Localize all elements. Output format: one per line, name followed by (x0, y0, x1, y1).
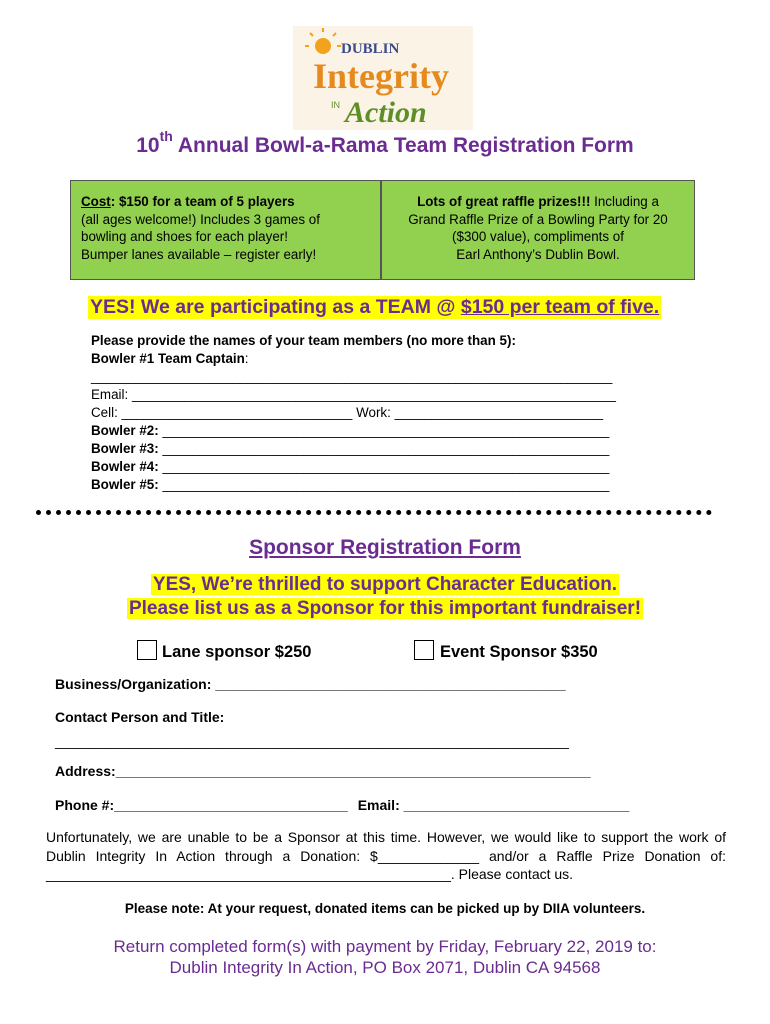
captain-label-line (91, 351, 249, 366)
address-label: Address: (55, 763, 116, 779)
cost-line (81, 193, 370, 211)
email-blank[interactable]: _________________________________________________________________ (131, 387, 617, 402)
title-text: Annual Bowl-a-Rama Team Registration Form (177, 134, 634, 157)
captain-email-field[interactable] (91, 387, 616, 402)
captain-phone-fields (91, 405, 603, 420)
bowler-label: Bowler #3: (91, 441, 159, 456)
bowler-row[interactable] (91, 441, 609, 456)
title-suffix: th (159, 128, 173, 144)
cell-field[interactable]: _______________________________ (121, 405, 353, 420)
raffle-headline-bold: Lots of great raffle prizes!!! (417, 194, 591, 209)
donation-paragraph: Unfortunately, we are unable to be a Sponsor at this time. However, we would like to support the work of Dublin Integrity In Action through a Donation: $_____________ and/or a Raffle Prize Donation of: ____________________________________________________. Please contact us. (46, 829, 726, 882)
address-field[interactable]: _____________________________________________________________ (115, 763, 591, 779)
team-banner-prefix: YES! We are participating as a TEAM @ (90, 296, 461, 318)
pickup-note: Please note: At your request, donated items can be picked up by DIIA volunteers. (124, 901, 646, 916)
lane-sponsor-label: Lane sponsor $250 (162, 643, 312, 661)
sponsor-title: Sponsor Registration Form (249, 536, 521, 559)
dotted-separator (36, 510, 712, 515)
bowler-field[interactable]: ____________________________________________________________ (158, 459, 610, 474)
raffle-detail-line: Earl Anthony’s Dublin Bowl. (456, 246, 620, 262)
business-field[interactable]: _____________________________________________ (215, 676, 566, 692)
work-label: Work: (352, 405, 395, 420)
event-sponsor-label: Event Sponsor $350 (440, 643, 598, 661)
page-title (0, 128, 770, 158)
raffle-detail-line: ($300 value), compliments of (452, 229, 624, 244)
return-line2: Dublin Integrity In Action, PO Box 2071, Dublin CA 94568 (169, 958, 601, 977)
sponsor-yes-line1: YES, We’re thrilled to support Character Education. (152, 574, 618, 595)
bowler-label: Bowler #5: (91, 477, 159, 492)
lane-sponsor-checkbox[interactable] (137, 640, 157, 660)
raffle-headline-tail: Including a (590, 194, 659, 209)
bowler-label: Bowler #2: (91, 423, 159, 438)
contact-field[interactable]: __________________________________________________________________ (55, 733, 569, 749)
email-label: Email: (91, 387, 132, 402)
return-line1: Return completed form(s) with payment by Friday, February 22, 2019 to: (113, 937, 657, 956)
bowler-field[interactable]: ____________________________________________________________ (158, 423, 610, 438)
bowler-row[interactable] (91, 459, 609, 474)
sponsor-email-field[interactable]: _____________________________ (403, 797, 630, 813)
logo-dublin-text: DUBLIN (341, 41, 400, 57)
bowler-field[interactable]: ____________________________________________________________ (158, 441, 610, 456)
return-instructions (0, 936, 770, 978)
business-label: Business/Organization: (55, 676, 216, 692)
logo-in-text: IN (331, 100, 340, 110)
cell-label: Cell: (91, 405, 122, 420)
address-row (55, 763, 591, 779)
sponsor-yes-banner (0, 573, 770, 621)
team-participation-banner (88, 296, 661, 319)
business-row (55, 676, 566, 692)
raffle-detail-line: Grand Raffle Prize of a Bowling Party for 20 (408, 211, 668, 227)
captain-name-field[interactable]: ______________________________________________________________________ (91, 369, 613, 384)
cost-detail-line: Bumper lanes available – register early! (81, 246, 317, 262)
captain-label: Bowler #1 Team Captain (91, 351, 245, 366)
bowler-field[interactable]: ____________________________________________________________ (158, 477, 610, 492)
phone-label: Phone #: (55, 797, 115, 813)
bowler-row[interactable] (91, 477, 609, 492)
team-instructions: Please provide the names of your team members (no more than 5): (91, 333, 516, 348)
phone-field[interactable]: ______________________________ (114, 797, 348, 813)
raffle-info-box (381, 180, 695, 280)
logo-integrity-text: Integrity (313, 56, 449, 96)
contact-label: Contact Person and Title: (55, 709, 225, 725)
bowler-label: Bowler #4: (91, 459, 159, 474)
bowler-row[interactable] (91, 423, 609, 438)
logo-action-text: Action (345, 96, 427, 129)
raffle-headline (388, 193, 688, 211)
sponsor-yes-line2: Please list us as a Sponsor for this important fundraiser! (128, 598, 642, 619)
cost-text: : $150 for a team of 5 players (110, 194, 295, 209)
cost-label: Cost (81, 194, 111, 209)
team-banner-price: $150 per team of five. (460, 296, 660, 318)
cost-info-box (70, 180, 381, 280)
cost-detail-line: (all ages welcome!) Includes 3 games of (81, 211, 320, 227)
event-sponsor-checkbox[interactable] (414, 640, 434, 660)
title-number: 10 (136, 134, 160, 157)
work-field[interactable]: ____________________________ (394, 405, 604, 420)
dublin-integrity-logo (293, 26, 473, 130)
cost-detail-line: bowling and shoes for each player! (81, 229, 288, 244)
sponsor-email-label: Email: (357, 797, 404, 813)
captain-colon: : (244, 351, 249, 366)
phone-email-row (55, 797, 629, 813)
